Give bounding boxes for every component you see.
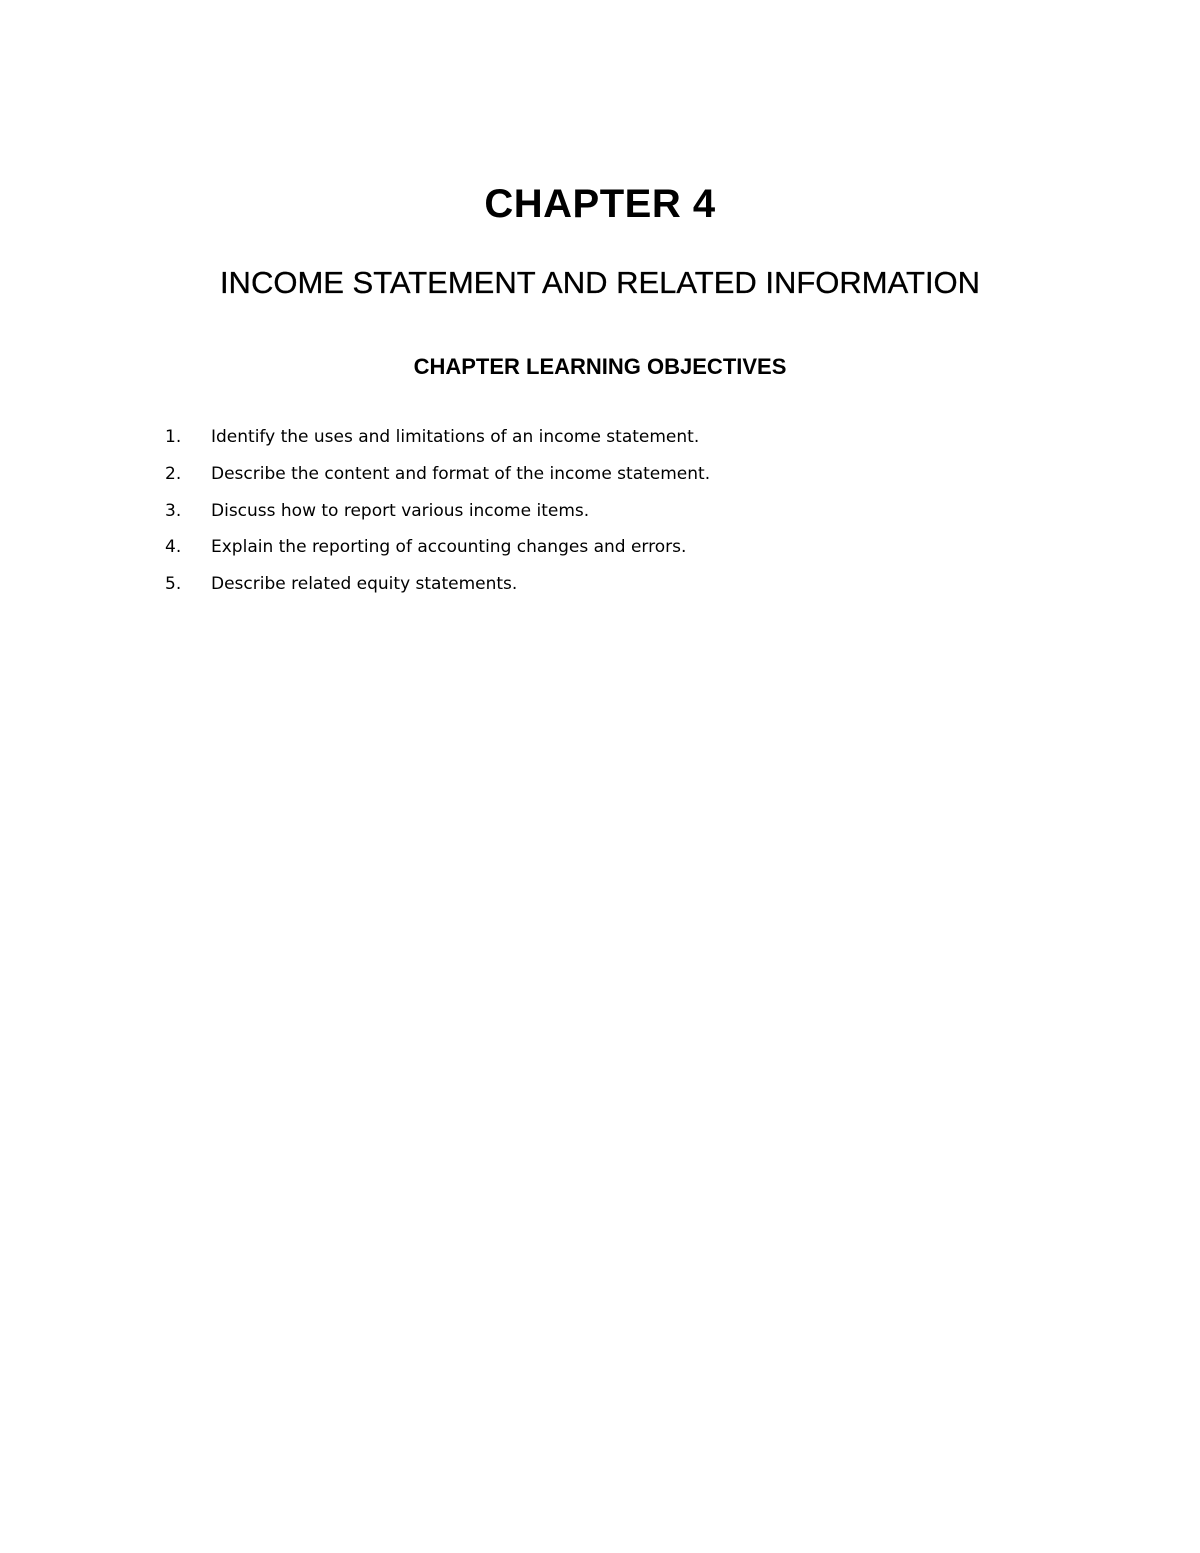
objective-item (165, 497, 1065, 534)
objective-text: Discuss how to report various income items. (211, 500, 590, 521)
objective-number: 1. (165, 427, 182, 447)
objective-text: Describe the content and format of the income statement. (211, 463, 711, 484)
objective-item (165, 570, 1065, 607)
chapter-title: INCOME STATEMENT AND RELATED INFORMATION (219, 265, 981, 300)
objective-text: Identify the uses and limitations of an income statement. (211, 427, 700, 447)
objective-item (165, 533, 1065, 570)
objectives-heading: CHAPTER LEARNING OBJECTIVES (413, 354, 787, 379)
objectives-list (165, 423, 1065, 607)
objective-number: 4. (165, 537, 182, 558)
objective-text: Explain the reporting of accounting changes and errors. (211, 537, 687, 558)
objective-item (165, 423, 1065, 460)
objective-item (165, 460, 1065, 497)
objective-number: 5. (165, 574, 182, 595)
objective-number: 2. (165, 463, 182, 484)
objective-text: Describe related equity statements. (211, 574, 518, 595)
chapter-number: CHAPTER 4 (484, 182, 716, 226)
objective-number: 3. (165, 500, 182, 521)
